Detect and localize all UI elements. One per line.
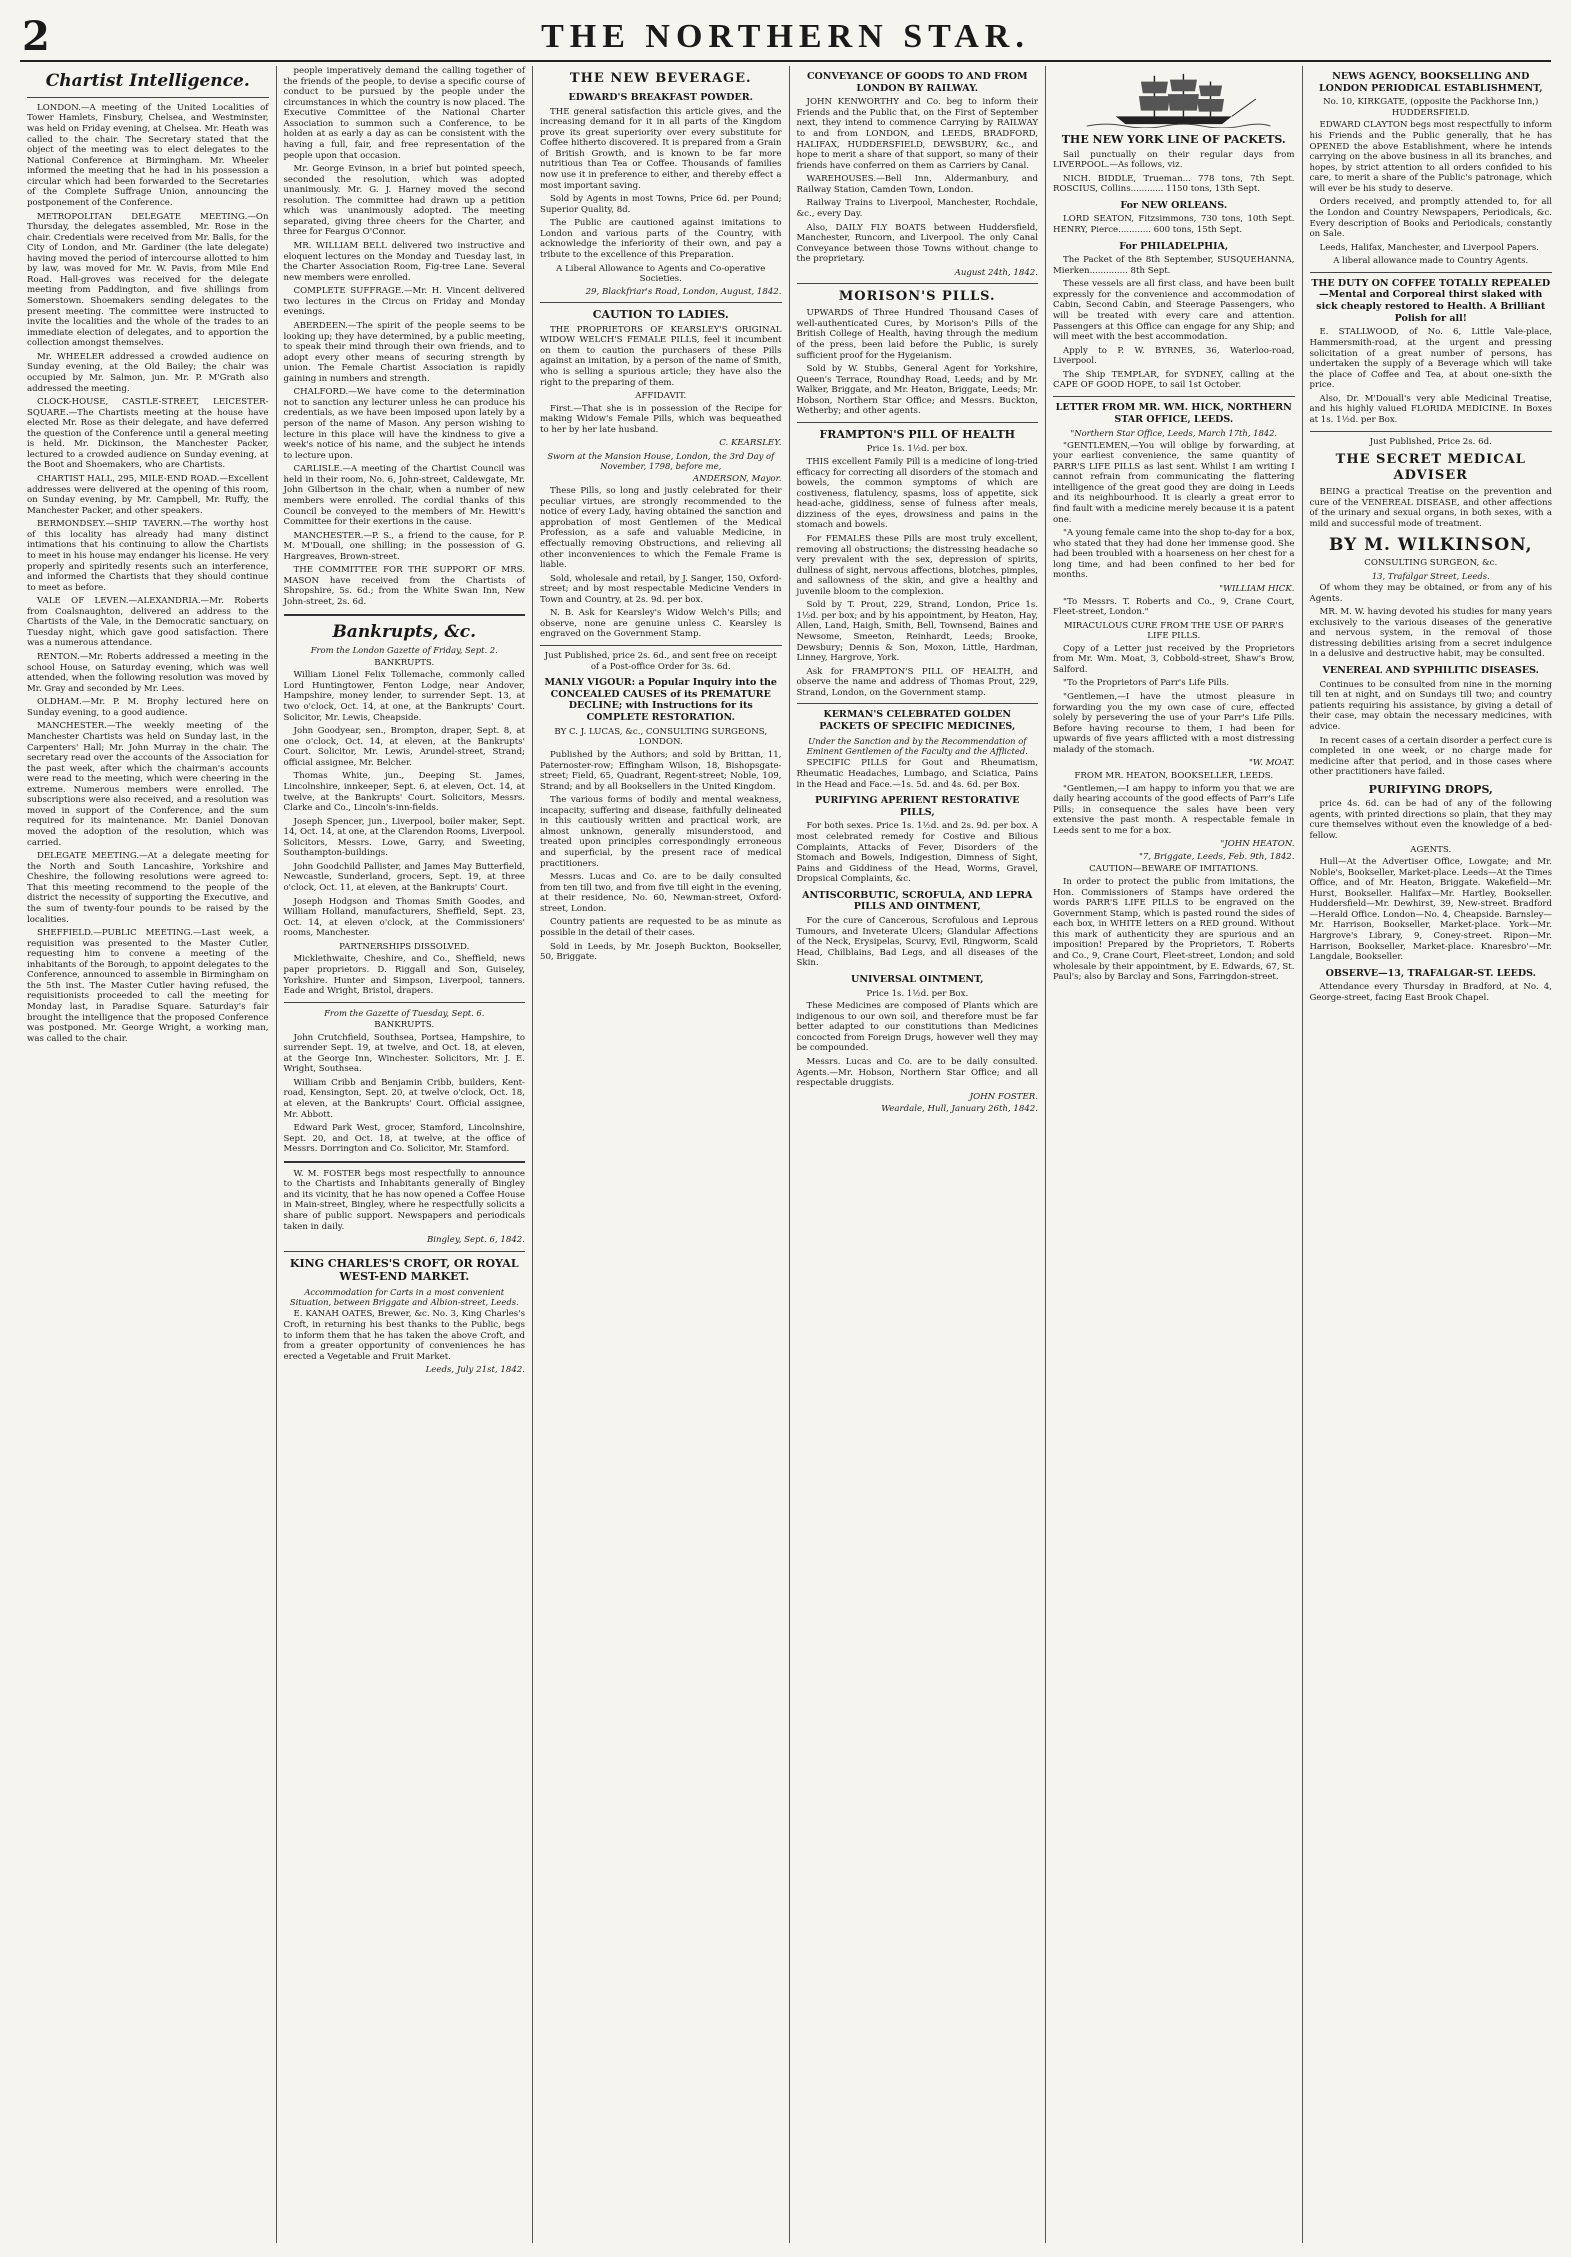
letter-paragraph: "GENTLEMEN,—You will oblige by forwarding, at your earliest convenience, the same quantity of PARR'S LIFE PILLS as last sent. Whilst I am writing I cannot refrain from communicating the flattering intelligence of the great good they are doing in Leeds and its neighbourhood. It is clearly a great error to find fault with a medicine merely because it is a patent one. [1053,440,1295,525]
article-paragraph: LONDON.—A meeting of the United Localities of Tower Hamlets, Finsbury, Chelsea, and Westminster, was held on Friday evening, at Chelsea. Mr. Heath was called to the chair. The Secretary stated that the object of the meeting was to elect delegates to the National Conference at Birmingham. Mr. Wheeler informed the meeting that he had in his possession a circular which had been forwarded to the Secretaries of the Complete Suffrage Union, announcing the postponement of the Conference. [27,102,269,208]
column-6 [1303,66,1560,2243]
advert-paragraph: Country patients are requested to be as minute as possible in the detail of their cases. [540,917,782,938]
letter-paragraph: Copy of a Letter just received by the Proprietors from Mr. Wm. Moat, 3, Cobbold-street, Shaw's Brow, Salford. [1053,643,1295,675]
heaton-letter-heading: FROM MR. HEATON, BOOKSELLER, LEEDS. [1074,770,1274,781]
article-paragraph: COMPLETE SUFFRAGE.—Mr. H. Vincent delivered two lectures in the Circus on Friday and Monday evenings. [283,286,525,318]
advert-paragraph: UPWARDS of Three Hundred Thousand Cases of well-authenticated Cures, by Morison's Pills of the British College of Health, having through the medium of the press, been laid before the Public, is surely sufficient proof for the Hygeianism. [796,308,1038,361]
article-paragraph: CHALFORD.—We have come to the determination not to sanction any lecturer unless he can produce his credentials, as we have been imposed upon lately by a person of the name of Mason. Any person wishing to lecture in this place will have the kindness to give a week's notice of his name, and the subject he intends to lecture upon. [283,387,525,461]
advert-paragraph: Railway Trains to Liverpool, Manchester, Rochdale, &c., every Day. [796,198,1038,219]
advert-paragraph: In recent cases of a certain disorder a perfect cure is completed in one week, or no charge made for medicine after that period, and in those cases where other practitioners have failed. [1309,735,1552,778]
article-paragraph: Mr. George Evinson, in a brief but pointed speech, seconded the resolution, which was adopted unanimously. Mr. G. J. Harney moved the second resolution. The committee had drawn up a petition which was unanimously adopted. The meeting separated, giving three cheers for the Charter, and three for Feargus O'Connor. [283,164,525,238]
advert-paragraph: These Pills, so long and justly celebrated for their peculiar virtues, are strongly recommended to the notice of every Lady, having obtained the sanction and approbation of most Gentlemen of the Medical Profession, as a safe and valuable Medicine, in effectually removing Obstructions, and relieving all other inconveniences to which the Female Frame is liable. [540,486,782,571]
advert-paragraph: First.—That she is in possession of the Recipe for making Widow's Female Pills, which was bequeathed to her by her late husband. [540,403,782,435]
foster-advert: W. M. FOSTER begs most respectfully to announce to the Chartists and Inhabitants generally of Bingley and its vicinity, that he has now opened a Coffee House in Main-street, Bingley, where he respectfully solicits a share of public support. Newspapers and periodicals taken in daily. [283,1168,525,1232]
advert-paragraph: Sold in Leeds, by Mr. Joseph Buckton, Bookseller, 50, Briggate. [540,941,782,963]
bankrupt-entry: John Crutchfield, Southsea, Portsea, Hampshire, to surrender Sept. 19, at twelve, and Oct. 18, at eleven, at the George Inn, Winchester. Solicitors, Mr. J. E. Wright, Southsea. [283,1032,525,1075]
advert-paragraph: The Public are cautioned against imitations to London and various parts of the Country, with acknowledge the inferiority of their own, and pay a tribute to the excellence of this Preparation. [540,218,782,260]
article-paragraph: THE COMMITTEE FOR THE SUPPORT OF MRS. MASON have received from the Chartists of Shropshire, 5s. 6d.; from the White Swan Inn, New John-street, 2s. 6d. [283,565,525,607]
foster-signature: Bingley, Sept. 6, 1842. [426,1235,525,1246]
article-paragraph: Mr. WHEELER addressed a crowded audience on Sunday evening, at the Old Bailey; the chair was occupied by Mr. Salmon, jun. Mr. P. M'Grath also addressed the meeting. [27,351,269,394]
article-paragraph: CARLISLE.—A meeting of the Chartist Council was held in their room, No. 6, John-street, Caldewgate, Mr. John Gilbertson in the chair, when a number of new members were enrolled. The cordial thanks of this Council be conveyed to the members of Mr. Hewitt's Committee for their exertions in the cause. [283,464,525,528]
book-authors: BY C. J. LUCAS, &c., CONSULTING SURGEONS, LONDON. [554,726,768,748]
column-2 [277,66,534,2243]
article-paragraph: CLOCK-HOUSE, CASTLE-STREET, LEICESTER-SQUARE.—The Chartists meeting at the house have elected Mr. Rose as their delegate, and have deferred the question of the Conference until a general meeting is held. Mr. Dickinson, the Manchester Packer, lectured to a crowded audience on Sunday evening, at the Boot and Shoemakers, who are Chartists. [27,397,269,471]
article-paragraph: BERMONDSEY.—SHIP TAVERN.—The worthy host of this locality has already had many distinct intimations that his continuing to allow the Chartists to meet in his house may endanger his license. He very properly and spiritedly resents such an interference, and informed the Chartists that they should continue to meet as before. [27,519,269,593]
agents-list: Hull—At the Advertiser Office, Lowgate; and Mr. Noble's, Bookseller, Market-place. Leeds—At the Times Office, and of Mr. Heaton, Briggate. Wakefield—Mr. Hurst, Bookseller. Halifax—Mr. Hartley, Bookseller. Huddersfield—Mr. Dewhirst, 39, New-street. Bradford—Herald Office. London—No. 4, Cheapside. Barnsley—Mr. Harrison, Bookseller, Market-place. York—Mr. Hargrove's Library, 9, Coney-street. Ripon—Mr. Harrison, Bookseller, Market-place. Knaresbro'—Mr. Langdale, Bookseller. [1309,857,1552,963]
column-1 [20,66,277,2243]
kermans-heading: KERMAN'S CELEBRATED GOLDEN PACKETS OF SPECIFIC MEDICINES, [819,709,1016,733]
article-paragraph: people imperatively demand the calling together of the friends of the people, to devise a specific course of conduct to be pursued by the people under the circumstances in which the country is now placed. The Executive Committee of the National Charter Association to summon such a Conference, to be holden at as early a day as can be consistent with the having a full, fair, and free representation of the people upon that occasion. [283,66,525,161]
article-paragraph: VALE OF LEVEN.—ALEXANDRIA.—Mr. Roberts from Coalsnaughton, delivered an address to the Chartists of the Vale, in the Democratic sanctuary, on Tuesday night, which gave good satisfaction. There was a numerous attendance. [27,596,269,649]
bankrupt-entry: William Cribb and Benjamin Cribb, builders, Kent-road, Kensington, Sept. 20, at twelve o'clock, Oct. 18, at eleven, at the Bankrupts' Court. Official assignee, Mr. Abbott. [283,1077,525,1120]
caution-ladies-heading: CAUTION TO LADIES. [592,308,729,322]
manly-vigour-heading: MANLY VIGOUR: a Popular Inquiry into the CONCEALED CAUSES of its PREMATURE DECLINE; with Instructions for its COMPLETE RESTORATION. [544,677,777,724]
observe-heading: OBSERVE—13, TRAFALGAR-ST. LEEDS. [1325,967,1536,979]
agents-note: A liberal allowance made to Country Agents. [1333,256,1529,267]
heaton-place: "7, Briggate, Leeds, Feb. 9th, 1842. [1138,851,1295,862]
advert-paragraph: Messrs. Lucas and Co. are to be daily consulted from ten till two, and from five till eight in the evening, at their residence, No. 60, Newman-street, Oxford-street, London. [540,872,782,914]
advert-paragraph: NICH. BIDDLE, Trueman... 778 tons, 7th Sept. ROSCIUS, Collins............ 1150 tons, 13th Sept. [1053,173,1295,195]
advert-paragraph: THIS excellent Family Pill is a medicine of long-tried efficacy for correcting all disorders of the stomach and bowels, the common symptoms of which are costiveness, flatulency, spasms, loss of appetite, sick head-ache, giddiness, sense of fulness after meals, dizziness of the eyes, drowsiness and pains in the stomach and bowels. [796,457,1038,531]
column-4 [790,66,1047,2243]
masthead [20,10,1551,62]
letter-paragraph: "Gentlemen,—I am happy to inform you that we are daily hearing accounts of the good effects of Parr's Life Pills; in consequence the sales have been very extensive the past month. A respectable female in Leeds sent to me for a box. [1053,783,1295,836]
letter-addressee: "To the Proprietors of Parr's Life Pills. [1063,678,1230,689]
bankrupt-entry: John Goodchild Pallister, and James May Butterfield, Newcastle, Sunderland, grocers, Sept. 19, at three o'clock, Oct. 11, at eleven, at the Bankrupts' Court. [283,861,525,894]
advert-paragraph: EDWARD CLAYTON begs most respectfully to inform his Friends and the Public generally, that he has OPENED the above Establishment, where he intends carrying on the above business in all its branches, and hopes, by strict attention to all orders confided to his care, to merit a share of the Public's patronage, which will ever be his study to deserve. [1309,120,1552,194]
agents-label: AGENTS. [1410,844,1452,855]
advert-paragraph: Sold by W. Stubbs, General Agent for Yorkshire, Queen's Terrace, Roundhay Road, Leeds; and by Mr. Walker, Briggate, and Mr. Heaton, Briggate, Leeds; Mr. Hobson, Northern Star Office; and Messrs. Buckton, Wetherby; and other agents. [796,364,1038,417]
gazette-subheading: From the London Gazette of Friday, Sept. 2. [310,645,498,656]
bankrupt-entry: Edward Park West, grocer, Stamford, Lincolnshire, Sept. 20, and Oct. 18, at twelve, at the office of Messrs. Dorrington and Co. Solicitor, Mr. Stamford. [283,1123,525,1155]
advert-paragraph: For FEMALES these Pills are most truly excellent, removing all obstructions; the distressing headache so very prevalent with the sex, depression of spirits, dullness of sight, nervous affections, blotches, pimples, and sallowness of the skin, and give a healthy and juvenile bloom to the complexion. [796,533,1038,597]
gazette-subheading: From the Gazette of Tuesday, Sept. 6. [324,1007,485,1018]
breakfast-powder-heading: EDWARD'S BREAKFAST POWDER. [568,91,753,103]
bankrupt-entry: Joseph Spencer, jun., Liverpool, boiler maker, Sept. 14, Oct. 14, at one, at the Clarendon Rooms, Liverpool. Solicitors, Messrs. Lowe, Garry, and Sweeting, Southampton-buildings. [283,816,525,859]
affidavit-mayor: ANDERSON, Mayor. [692,473,782,484]
hick-letter-date: "Northern Star Office, Leeds, March 17th, 1842. [1070,428,1278,439]
article-paragraph: SHEFFIELD.—PUBLIC MEETING.—Last week, a requisition was presented to the Master Cutler, requesting him to convene a meeting of the inhabitants of the Borough, to appoint delegates to the Conference, announced to assemble in Birmingham on the 5th inst. The Master Cutler having refused, the requisitionists proceeded to call the meeting for Monday last, in Paradise Square. Saturday's fair brought the intelligence that the proposed Conference was postponed. Mr. George Wright, a working man, was called to the chair. [27,928,269,1044]
advert-paragraph: Attendance every Thursday in Bradford, at No. 4, George-street, facing East Brook Chapel. [1309,982,1552,1003]
purifying-pills-heading: PURIFYING APERIENT RESTORATIVE PILLS, [815,795,1020,818]
framptons-price: Price 1s. 1½d. per box. [866,444,968,455]
advert-paragraph: SPECIFIC PILLS for Gout and Rheumatism, Rheumatic Headaches, Lumbago, and Sciatica, Pains in the Head and Face.—1s. 5d. and 4s. 6d. per Box. [796,758,1038,790]
advert-paragraph: These vessels are all first class, and have been built expressly for the convenience and accommodation of Cabin, Second Cabin, and Steerage Passengers, who will be treated with every care and attention. Passengers at this Office can engage for any Ship; and will meet with the best accommodation. [1053,279,1295,343]
venereal-diseases-heading: VENEREAL AND SYPHILITIC DISEASES. [1322,665,1539,677]
purifying-drops-heading: PURIFYING DROPS, [1368,782,1493,796]
advert-paragraph: Also, DAILY FLY BOATS between Huddersfield, Manchester, Runcorn, and Liverpool. The only Canal Conveyance between those Towns without change to the proprietary. [796,222,1038,265]
advert-paragraph: In order to protect the public from imitations, the Hon. Commissioners of Stamps have ordered the words PARR'S LIFE PILLS to be engraved on the Government Stamp, which is pasted round the sides of each box, in WHITE letters on a RED ground. Without this mark of authenticity they are spurious and an imposition! Prepared by the Proprietors, T. Roberts and Co., 9, Crane Court, Fleet-street, London; and sold wholesale by their appointment, by E. Edwards, 67, St. Paul's; also by Barclay and Sons, Farringdon-street. [1053,877,1295,983]
advert-paragraph: The Ship TEMPLAR, for SYDNEY, calling at the CAPE OF GOOD HOPE, to sail 1st October. [1053,369,1295,391]
agents-note: A Liberal Allowance to Agents and Co-operative Societies. [556,263,766,285]
column-3 [533,66,790,2243]
article-paragraph: OLDHAM.—Mr. P. M. Brophy lectured here on Sunday evening, to a good audience. [27,697,269,718]
wilkinson-heading: BY M. WILKINSON, [1329,535,1533,556]
bankrupts-label: BANKRUPTS. [374,1020,435,1030]
article-paragraph: ABERDEEN.—The spirit of the people seems to be looking up; they have determined, by a public meeting, to speak their mind through their own friends, and to adopt every other means of securing strength by union. The Female Chartist Association is rapidly gaining in numbers and strength. [283,320,525,384]
packets-heading: THE NEW YORK LINE OF PACKETS. [1061,133,1286,146]
framptons-pill-heading: FRAMPTON'S PILL OF HEALTH [819,427,1016,441]
advert-paragraph: WAREHOUSES.—Bell Inn, Aldermanbury, and Railway Station, Camden Town, London. [796,174,1038,195]
advert-paragraph: Sold, wholesale and retail, by J. Sanger, 150, Oxford-street; and by most respectable Medicine Venders in Town and Country, at 2s. 9d. per box. [540,573,782,605]
advert-paragraph: Leeds, Halifax, Manchester, and Liverpool Papers. [1319,242,1540,253]
advert-paragraph: The Packet of the 8th September, SUSQUEHANNA, Mierken.............. 8th Sept. [1053,255,1295,276]
advert-paragraph: Orders received, and promptly attended to, for all the London and Country Newspapers, Periodicals, &c. Every description of Books and Periodicals, constantly on Sale. [1309,197,1552,240]
bankrupts-heading: Bankrupts, &c. [332,621,477,642]
article-paragraph: MANCHESTER.—P. S., a friend to the cause, for P. M. M'Douall, one shilling; in the possession of G. Hargreaves, Brown-street. [283,530,525,562]
advert-paragraph: THE general satisfaction this article gives, and the increasing demand for it in all parts of the Kingdom prove its great superiority over every substitute for Coffee hitherto discovered. It is prepared from a Grain of British Growth, and is known to be far more nutritious than Tea or Coffee. Thousands of families now use it in preference to either, and thereby effect a most important saving. [540,106,782,191]
advert-paragraph: LORD SEATON, Fitzsimmons, 730 tons, 10th Sept. HENRY, Pierce............ 600 tons, 15th Sept. [1053,214,1295,235]
conveyance-heading: CONVEYANCE OF GOODS TO AND FROM LONDON BY RAILWAY. [806,71,1028,94]
letter-paragraph: "A young female came into the shop to-day for a box, who stated that they had done her immense good. She had been troubled with a hoarseness on her chest for a long time, and had been confined to her bed for months. [1053,528,1295,581]
kermans-subheading: Under the Sanction and by the Recommendation of Eminent Gentlemen of the Faculty and the Afflicted. [806,735,1028,757]
kings-croft-body: E. KANAH OATES, Brewer, &c. No. 3, King Charles's Croft, in returning his best thanks to the Public, begs to inform them that he has taken the above Croft, and from a greater opportunity of conveniences he has erected a Vegetable and Fruit Market. [283,1309,525,1362]
morisons-pills-heading: MORISON'S PILLS. [838,289,996,305]
affidavit-label: AFFIDAVIT. [635,391,687,402]
universal-ointment-heading: UNIVERSAL OINTMENT, [851,973,984,985]
affidavit-sworn: Sworn at the Mansion House, London, the 3rd Day of November, 1798, before me, [547,450,775,472]
news-agency-heading: NEWS AGENCY, BOOKSELLING AND LONDON PERIODICAL ESTABLISHMENT, [1318,71,1543,94]
article-paragraph: METROPOLITAN DELEGATE MEETING.—On Thursday, the delegates assembled, Mr. Rose in the chair. Credentials were received from Mr. Balls, for the City of London, and Mr. Gardiner (the late delegate) having moved the period of intercourse allotted to him by law, was moved for Mr. W. Pavis, from Mile End Road. Hall-groves was received for the delegate meeting from Paddington, and five shillings from Somerstown. Shoemakers sending delegates to the present meeting. The committee were instructed to invite the localities and the whole of the trades to an immediate election of delegates, and to apportion the collection amongst themselves. [27,211,269,349]
hick-letter-heading: LETTER FROM MR. WM. HICK, NORTHERN STAR OFFICE, LEEDS. [1055,401,1292,425]
advert-paragraph: Continues to be consulted from nine in the morning till ten at night, and on Sundays till two; and country patients requiring his assistance, by giving a detail of their case, may obtain the necessary medicines, with advice. [1309,679,1552,732]
advert-paragraph: The various forms of bodily and mental weakness, incapacity, suffering and disease, faithfully delineated in this cautiously written and practical work, are almost unknown, generally misunderstood, and treated upon principles correspondingly erroneous and superficial, by the present race of medical practitioners. [540,795,782,869]
kings-croft-heading: KING CHARLES'S CROFT, OR ROYAL WEST-END MARKET. [289,1256,519,1284]
article-paragraph: DELEGATE MEETING.—At a delegate meeting for the North and South Lancashire, Yorkshire and Cheshire, the following resolutions were agreed to: That this meeting recommend to the people of the district the necessity of supporting the Executive, and the sum of twenty-four pounds to be raised by the localities. [27,851,269,925]
newspaper-title: THE NORTHERN STAR. [541,18,1030,55]
advert-paragraph: These Medicines are composed of Plants which are indigenous to our own soil, and therefore must be far better adapted to our constitutions than Medicines concocted from Foreign Drugs, however well they may be compounded. [796,1001,1038,1054]
advert-paragraph: Sold by Agents in most Towns, Price 6d. per Pound; Superior Quality, 8d. [540,194,782,215]
bankrupt-entry: Thomas White, jun., Deeping St. James, Lincolnshire, innkeeper, Sept. 6, at eleven, Oct. 14, at twelve, at the Bankrupts' Court. Solicitors, Messrs. Clarke and Co., Lincoln's-inn-fields. [283,771,525,814]
chartist-intelligence-heading: Chartist Intelligence. [45,71,250,91]
columns [20,66,1559,2243]
coffee-duty-heading: THE DUTY ON COFFEE TOTALLY REPEALED—Mental and Corporeal thirst slaked with sick cheaply restored to Health. A Brilliant Polish for all! [1311,277,1551,324]
advert-paragraph: N. B. Ask for Kearsley's Widow Welch's Pills; and observe, none are genuine unless C. Kearsley is engraved on the Government Stamp. [540,608,782,640]
letter-paragraph: "Gentlemen,—I have the utmost pleasure in forwarding you the my own case of cure, effected solely by persevering the use of your Parr's Life Pills. Before having recourse to them, I had been for upwards of five years afflicted with a most distressing malady of the stomach. [1053,692,1295,755]
column-5 [1046,66,1303,2243]
bankrupts-label: BANKRUPTS. [374,657,435,668]
hick-signature: "WILLIAM HICK. [1219,583,1295,594]
kings-croft-signature: Leeds, July 21st, 1842. [425,1365,525,1376]
advert-paragraph: BEING a practical Treatise on the prevention and cure of the VENEREAL DISEASE, and other affections of the urinary and sexual organs, in both sexes, with a mild and successful mode of treatment. [1309,487,1552,529]
wilkinson-subheading: CONSULTING SURGEON, &c. [1364,558,1498,569]
secret-medical-adviser-heading: THE SECRET MEDICAL ADVISER [1335,452,1526,484]
page-number: 2 [22,13,50,60]
universal-ointment-price: Price 1s. 1½d. per Box. [866,988,969,999]
advert-paragraph: MR. M. W. having devoted his studies for many years exclusively to the various diseases of the generative and nervous system, in the removal of those distressing debilities arising from a secret indulgence in a delusive and destructive habit, may be consulted. [1309,607,1552,660]
advert-paragraph: price 4s. 6d. can be had of any of the following agents, with printed directions so plain, that they may cure themselves without even the knowledge of a bed-fellow. [1309,799,1552,841]
antiscorbutic-heading: ANTISCORBUTIC, SCROFULA, AND LEPRA PILLS AND OINTMENT, [802,889,1033,913]
advert-paragraph: Apply to P. W. BYRNES, 36, Waterloo-road, Liverpool. [1053,345,1295,367]
affidavit-signature: C. KEARSLEY. [719,438,782,449]
caution-imitations-heading: CAUTION—BEWARE OF IMITATIONS. [1089,864,1259,875]
beverage-address: 29, Blackfriar's Road, London, August, 1842. [585,286,782,297]
conveyance-date: August 24th, 1842. [954,267,1038,278]
advert-paragraph: THE PROPRIETORS OF KEARSLEY'S ORIGINAL WIDOW WELCH'S FEMALE PILLS, feel it incumbent on them to caution the purchasers of these Pills against an imitation, by a person of the name of Smith, who is selling a spurious article; they have also the right to the preparing of them. [540,324,782,388]
news-agency-address: No. 10, KIRKGATE, (opposite the Packhorse Inn,) HUDDERSFIELD. [1323,97,1539,118]
bankrupt-entry: William Lionel Felix Tollemache, commonly called Lord Huntingtower, Fenton Lodge, near Andover, Hampshire, money lender, to surrender Sept. 13, at two o'clock, Oct. 14, at one, at the Bankrupts' Court. Solicitor, Mr. Lewis, Cheapside. [283,670,525,723]
advert-paragraph: E. STALLWOOD, of No. 6, Little Vale-place, Hammersmith-road, at the urgent and pressing solicitation of a great number of persons, has undertaken the supply of a Beverage which will take the place of Coffee and Tea, at about one-sixth the price. [1309,327,1552,391]
foster-place: Weardale, Hull, January 26th, 1842. [881,1104,1038,1115]
advert-paragraph: Sail punctually on their regular days from LIVERPOOL.—As follows, viz. [1053,149,1295,171]
bankrupt-entry: Joseph Hodgson and Thomas Smith Goodes, and William Holland, manufacturers, Sheffield, Sept. 23, Oct. 14, at eleven o'clock, at the Commissioners' rooms, Manchester. [283,896,525,939]
advert-paragraph: Of whom they may be obtained, or from any of his Agents. [1309,583,1552,604]
new-orleans-heading: For NEW ORLEANS. [1120,199,1228,211]
letter-addressee: "To Messrs. T. Roberts and Co., 9, Crane Court, Fleet-street, London." [1053,596,1295,618]
philadelphia-heading: For PHILADELPHIA, [1119,240,1229,252]
article-paragraph: MR. WILLIAM BELL delivered two instructive and eloquent lectures on the Monday and Tuesday last, in the Charter Association Room, Fig-tree Lane. Several new members were enrolled. [283,241,525,283]
advert-paragraph: Published by the Authors; and sold by Brittan, 11, Paternoster-row; Effingham Wilson, 18, Bishopsgate-street; Field, 65, Quadrant, Regent-street; Noble, 109, Strand; and by all Booksellers in the United Kingdom. [540,749,782,792]
partnerships-dissolved-label: PARTNERSHIPS DISSOLVED. [339,941,470,952]
foster-signature: JOHN FOSTER. [969,1091,1038,1102]
article-paragraph: MANCHESTER.—The weekly meeting of the Manchester Chartists was held on Sunday last, in the Carpenters' Hall; Mr. John Murray in the chair. The secretary read over the accounts of the Association for the past week, after which the chairman's accounts were read to the meeting, which were cheering in the extreme. Numerous members were enrolled. The subscriptions were also received, and a resolution was moved in support of the Conference, and the sum required for its maintenance. Mr. Daniel Donovan moved the adoption of the resolution, which was carried. [27,721,269,848]
advert-paragraph: For the cure of Cancerous, Scrofulous and Leprous Tumours, and Inveterate Ulcers; Glandular Affections of the Neck, Erysipelas, Scurvy, Evil, Ringworm, Scald Head, Chilblains, Bad Legs, and all diseases of the Skin. [796,916,1038,969]
advert-paragraph: JOHN KENWORTHY and Co. beg to inform their Friends and the Public that, on the First of September next, they intend to commence Carrying by RAILWAY to and from LONDON, and LEEDS, BRADFORD, HALIFAX, HUDDERSFIELD, DEWSBURY, &c., and hope to merit a share of that support, so many of their friends have conferred on them as Carriers by Canal. [796,97,1038,171]
advert-paragraph: Also, Dr. M'Douall's very able Medicinal Treatise, and his highly valued FLORIDA MEDICINE. In Boxes at 1s. 1½d. per Box. [1309,393,1552,425]
dissolved-entry: Micklethwaite, Cheshire, and Co., Sheffield, news paper proprietors. D. Riggall and Son, Guiseley, Yorkshire. Hunter and Simpson, Liverpool, tanners. Eade and Wright, Bristol, drapers. [283,954,525,997]
advert-paragraph: Messrs. Lucas and Co. are to be daily consulted. Agents.—Mr. Hobson, Northern Star Office; and all respectable druggists. [796,1057,1038,1089]
sailing-ship-icon [1053,70,1295,128]
book-intro: Just Published, price 2s. 6d., and sent free on receipt of a Post-office Order for 3s. 6d. [544,651,777,672]
moat-signature: "W. MOAT. [1248,758,1295,769]
kings-croft-subheading: Accommodation for Carts in a most convenient Situation, between Briggate and Albion-street, Leeds. [289,1286,519,1308]
miraculous-cure-heading: MIRACULOUS CURE FROM THE USE OF PARR'S LIFE PILLS. [1063,620,1284,642]
article-paragraph: CHARTIST HALL, 295, MILE-END ROAD.—Excellent addresses were delivered at the opening of this room, on Sunday evening, by Mr. Campbell, Mr. Ruffy, the Manchester Packer, and other speakers. [27,474,269,516]
wilkinson-address: 13, Trafalgar Street, Leeds. [1371,570,1490,581]
advert-paragraph: Sold by T. Prout, 229, Strand, London, Price 1s. 1½d. per box; and by his appointment, by Heaton, Hay, Allen, Land, Haigh, Smith, Bell, Townsend, Baines and Newsome, Smeeton, Reinhardt, Leeds; Brooke, Dewsbury; Dennis & Son, Moxon, Little, Hardman, Linney, Hargrove, York. [796,600,1038,664]
book-intro: Just Published, Price 2s. 6d. [1369,436,1492,447]
bankrupt-entry: John Goodyear, sen., Brompton, draper, Sept. 8, at one o'clock, Oct. 14, at eleven, at the Bankrupts' Court. Solicitor, Mr. Lewis, Arundel-street, Strand; official assignee, Mr. Belcher. [283,726,525,768]
article-paragraph: RENTON.—Mr. Roberts addressed a meeting in the school House, on Saturday evening, which was well attended, when the following resolution was moved by Mr. Gray and seconded by Mr. Lees. [27,652,269,694]
advert-paragraph: Ask for FRAMPTON'S PILL OF HEALTH, and observe the name and address of Thomas Prout, 229, Strand, London, on the Government stamp. [796,666,1038,698]
advert-paragraph: For both sexes. Price 1s. 1½d. and 2s. 9d. per box. A most celebrated remedy for Costive and Bilious Complaints, Attacks of Fever, Disorders of the Stomach and Bowels, Indigestion, Dimness of Sight, Pains and Giddiness of the Head, Worms, Gravel, Dropsical Complaints, &c. [796,821,1038,885]
heaton-signature: "JOHN HEATON. [1220,839,1295,850]
new-beverage-heading: THE NEW BEVERAGE. [569,71,752,86]
